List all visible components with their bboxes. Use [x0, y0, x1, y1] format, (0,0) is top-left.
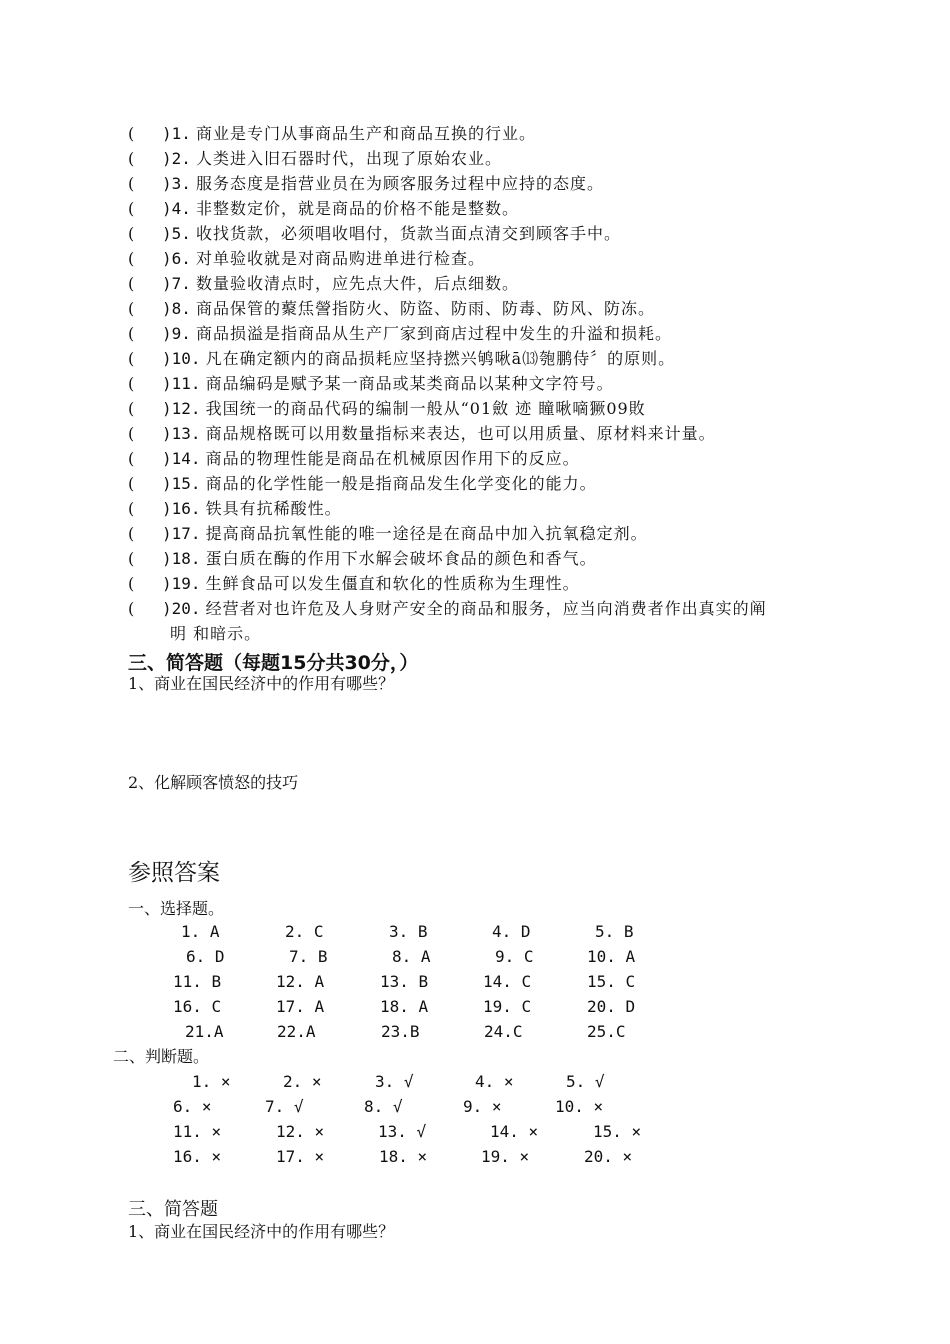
short-question: 1、商业在国民经济中的作用有哪些？: [128, 1222, 395, 1241]
answer-cell: 13. B: [380, 972, 429, 991]
answer-paren: (: [128, 399, 135, 418]
item-text: 蛋白质在酶的作用下水解会破坏食品的颜色和香气。: [205, 549, 597, 568]
item-text: 数量验收清点时，应先点大件，后点细数。: [196, 274, 520, 293]
item-number: )13.: [162, 424, 201, 443]
answer-cell: 24.C: [484, 1022, 523, 1041]
answer-cell: 25.C: [587, 1022, 626, 1041]
judgment-item: [128, 549, 597, 569]
item-text: 非整数定价，就是商品的价格不能是整数。: [196, 199, 520, 218]
answer-cell: 6. D: [186, 947, 225, 966]
item-text: 商品损溢是指商品从生产厂家到商店过程中发生的升溢和损耗。: [196, 324, 673, 343]
answer-cell: 12. ×: [276, 1122, 325, 1141]
section-label: 二、判断题。: [113, 1047, 210, 1066]
item-text: 商品编码是赋予某一商品或某类商品以某种文字符号。: [205, 374, 614, 393]
judgment-item: [128, 199, 519, 219]
answer-cell: 1. ×: [192, 1072, 231, 1091]
answer-cell: 15. ×: [593, 1122, 642, 1141]
item-text: 商品规格既可以用数量指标来表达，也可以用质量、原材料来计量。: [205, 424, 716, 443]
answer-paren: (: [128, 599, 135, 618]
item-number: )9.: [162, 324, 191, 343]
item-number: )5.: [162, 224, 191, 243]
judgment-item: [128, 424, 716, 444]
item-number: )14.: [162, 449, 201, 468]
item-text: 商品保管的藂㶵謍指防火、防盜、防雨、防毒、防风、防冻。: [196, 299, 656, 318]
answer-paren: (: [128, 349, 135, 368]
judgment-item: [128, 174, 604, 194]
choice-answer-row: [0, 922, 950, 942]
choice-answer-row: [0, 947, 950, 967]
answer-paren: (: [128, 124, 135, 143]
item-text: 收找货款，必须唱收唱付，货款当面点清交到顾客手中。: [196, 224, 622, 243]
judgment-item: [128, 299, 655, 319]
answer-cell: 15. C: [587, 972, 636, 991]
judgment-item: [128, 249, 485, 269]
answer-cell: 11. B: [173, 972, 222, 991]
answer-paren: (: [128, 324, 135, 343]
answer-cell: 3. B: [389, 922, 428, 941]
answer-cell: 4. D: [492, 922, 531, 941]
item-text: 对单验收就是对商品购进单进行检查。: [196, 249, 486, 268]
judgment-item: [128, 399, 646, 419]
answer-paren: (: [128, 374, 135, 393]
answers-title: 参照答案: [128, 860, 220, 886]
judgment-item: [128, 449, 580, 469]
section-label: 三、简答题: [128, 1199, 218, 1220]
judgment-item: [128, 474, 597, 494]
choice-answer-row: [0, 1022, 950, 1042]
choice-answer-row: [0, 972, 950, 992]
item-text: 商品的物理性能是商品在机械原因作用下的反应。: [205, 449, 580, 468]
answer-cell: 19. C: [483, 997, 532, 1016]
answer-paren: (: [128, 299, 135, 318]
judgment-item: [128, 524, 648, 544]
item-number: )7.: [162, 274, 191, 293]
answer-paren: (: [128, 274, 135, 293]
answer-cell: 13. √: [378, 1122, 427, 1141]
answer-cell: 17. A: [276, 997, 325, 1016]
answer-cell: 19. ×: [481, 1147, 530, 1166]
judgment-item: [128, 149, 502, 169]
item-text: 生鲜食品可以发生僵直和软化的性质称为生理性。: [205, 574, 580, 593]
item-number: )20.: [162, 599, 201, 618]
answer-paren: (: [128, 199, 135, 218]
item-number: )11.: [162, 374, 201, 393]
item-text: 我国统一的商品代码的编制一般从“01斂 迹 瞳啾嘀獗09敗: [205, 399, 646, 418]
item-number: )10.: [162, 349, 201, 368]
answer-cell: 10. A: [587, 947, 636, 966]
judgment-item: [128, 324, 672, 344]
answer-paren: (: [128, 574, 135, 593]
item-text: 商业是专门从事商品生产和商品互换的行业。: [196, 124, 537, 143]
judgment-item: [128, 574, 580, 594]
item-number: )19.: [162, 574, 201, 593]
answer-cell: 18. A: [380, 997, 429, 1016]
item-text: 铁具有抗稀酸性。: [205, 499, 342, 518]
answer-cell: 23.B: [381, 1022, 420, 1041]
answer-cell: 3. √: [375, 1072, 414, 1091]
item-number: )6.: [162, 249, 191, 268]
item-text: 人类进入旧石器时代，出现了原始农业。: [196, 149, 503, 168]
answer-cell: 9. C: [495, 947, 534, 966]
judge-answer-row: [0, 1097, 950, 1117]
item-text: 提高商品抗氧性能的唯一途径是在商品中加入抗氧稳定剂。: [205, 524, 648, 543]
judge-answer-row: [0, 1147, 950, 1167]
answer-cell: 6. ×: [173, 1097, 212, 1116]
section-label: 一、选择题。: [128, 899, 225, 918]
answer-cell: 5. √: [566, 1072, 605, 1091]
item-continuation: 明 和暗示。: [170, 624, 262, 643]
item-number: )3.: [162, 174, 191, 193]
judgment-item: [128, 599, 767, 619]
section-title: 三、简答题（每题15分共30分，）: [128, 652, 419, 674]
answer-cell: 11. ×: [173, 1122, 222, 1141]
item-number: )4.: [162, 199, 191, 218]
short-question: 1、商业在国民经济中的作用有哪些？: [128, 674, 395, 693]
answer-cell: 9. ×: [463, 1097, 502, 1116]
answer-paren: (: [128, 549, 135, 568]
answer-cell: 17. ×: [276, 1147, 325, 1166]
answer-cell: 20. ×: [584, 1147, 633, 1166]
item-number: )2.: [162, 149, 191, 168]
answer-cell: 8. A: [392, 947, 431, 966]
item-number: )8.: [162, 299, 191, 318]
answer-paren: (: [128, 424, 135, 443]
answer-cell: 10. ×: [555, 1097, 604, 1116]
answer-paren: (: [128, 249, 135, 268]
answer-cell: 7. B: [289, 947, 328, 966]
answer-cell: 16. C: [173, 997, 222, 1016]
judgment-item: [128, 349, 675, 369]
item-text: 商品的化学性能一般是指商品发生化学变化的能力。: [205, 474, 597, 493]
short-question: 2、化解顾客愤怒的技巧: [128, 773, 299, 792]
answer-cell: 2. C: [285, 922, 324, 941]
item-text: 凡在确定额内的商品损耗应坚持撚兴鸲啾ā⒀匏鹏侍〞的原则。: [205, 349, 676, 368]
answer-paren: (: [128, 224, 135, 243]
answer-paren: (: [128, 474, 135, 493]
item-text: 服务态度是指营业员在为顾客服务过程中应持的态度。: [196, 174, 605, 193]
answer-cell: 20. D: [587, 997, 636, 1016]
judgment-item: [128, 124, 536, 144]
item-number: )12.: [162, 399, 201, 418]
item-number: )18.: [162, 549, 201, 568]
answer-cell: 1. A: [181, 922, 220, 941]
answer-cell: 5. B: [595, 922, 634, 941]
answer-paren: (: [128, 449, 135, 468]
answer-cell: 8. √: [364, 1097, 403, 1116]
answer-cell: 4. ×: [475, 1072, 514, 1091]
answer-cell: 7. √: [265, 1097, 304, 1116]
item-number: )16.: [162, 499, 201, 518]
answer-cell: 14. ×: [490, 1122, 539, 1141]
choice-answer-row: [0, 997, 950, 1017]
item-number: )15.: [162, 474, 201, 493]
answer-cell: 12. A: [276, 972, 325, 991]
judgment-item: [128, 499, 342, 519]
answer-paren: (: [128, 174, 135, 193]
answer-paren: (: [128, 149, 135, 168]
answer-cell: 18. ×: [379, 1147, 428, 1166]
judge-answer-row: [0, 1122, 950, 1142]
judgment-item: [128, 374, 614, 394]
item-text: 经营者对也许危及人身财产安全的商品和服务，应当向消费者作出真实的阐: [205, 599, 767, 618]
answer-paren: (: [128, 499, 135, 518]
answer-cell: 21.A: [185, 1022, 224, 1041]
item-number: )1.: [162, 124, 191, 143]
answer-cell: 2. ×: [283, 1072, 322, 1091]
item-number: )17.: [162, 524, 201, 543]
judge-answer-row: [0, 1072, 950, 1092]
answer-cell: 22.A: [277, 1022, 316, 1041]
answer-cell: 14. C: [483, 972, 532, 991]
answer-cell: 16. ×: [173, 1147, 222, 1166]
judgment-item: [128, 224, 621, 244]
answer-paren: (: [128, 524, 135, 543]
judgment-item: [128, 274, 519, 294]
